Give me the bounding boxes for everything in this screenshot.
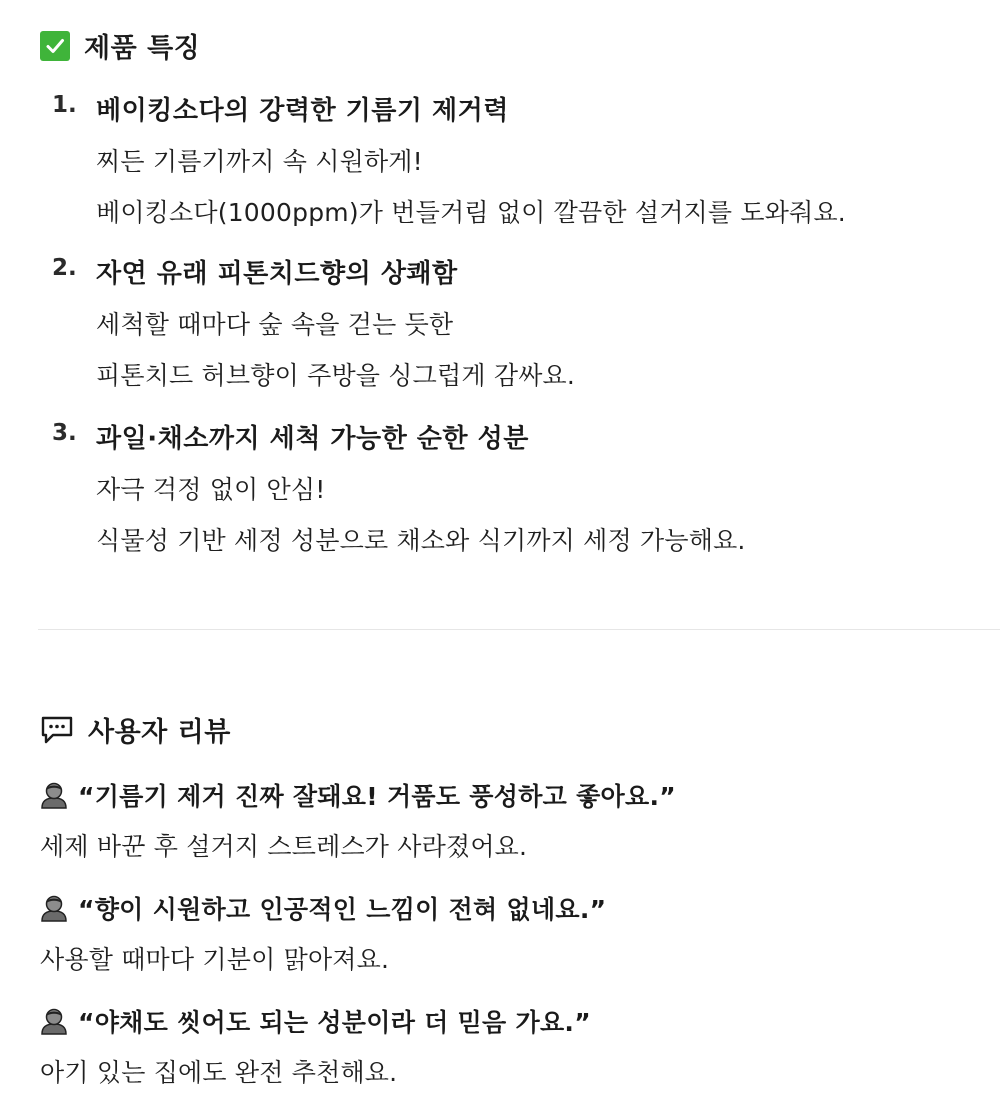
review-body: 사용할 때마다 기분이 맑아져요. — [40, 945, 390, 974]
feature-description-line: 세척할 때마다 숲 속을 걷는 듯한 — [96, 310, 454, 339]
features-title: 제품 특징 — [84, 33, 201, 64]
feature-number: 1. — [52, 92, 77, 118]
review-quote: “야채도 씻어도 되는 성분이라 더 믿음 가요.” — [78, 1008, 591, 1037]
feature-title: 과일·채소까지 세척 가능한 순한 성분 — [96, 424, 529, 454]
review-header — [40, 890, 606, 926]
feature-description-line: 피톤치드 허브향이 주방을 싱그럽게 감싸요. — [96, 361, 576, 390]
review-quote: “기름기 제거 진짜 잘돼요! 거품도 풍성하고 좋아요.” — [78, 782, 676, 811]
review-header — [40, 1003, 591, 1039]
review-body: 아기 있는 집에도 완전 추천해요. — [40, 1058, 398, 1087]
feature-description-line: 베이킹소다(1000ppm)가 번들거림 없이 깔끔한 설거지를 도와줘요. — [96, 198, 846, 227]
feature-description-line: 자극 걱정 없이 안심! — [96, 475, 326, 504]
feature-number: 3. — [52, 420, 77, 446]
feature-description-line: 식물성 기반 세정 성분으로 채소와 식기까지 세정 가능해요. — [96, 526, 746, 555]
review-body: 세제 바꾼 후 설거지 스트레스가 사라졌어요. — [40, 832, 528, 861]
user-icon — [40, 780, 68, 810]
section-divider — [38, 629, 1000, 630]
reviews-title: 사용자 리뷰 — [88, 717, 231, 748]
feature-title: 자연 유래 피톤치드향의 상쾌함 — [96, 259, 458, 289]
feature-description-line: 찌든 기름기까지 속 시원하게! — [96, 147, 423, 176]
check-mark-icon — [40, 31, 70, 61]
reviews-header — [40, 710, 231, 749]
feature-number: 2. — [52, 255, 77, 281]
review-quote: “향이 시원하고 인공적인 느낌이 전혀 없네요.” — [78, 895, 607, 924]
review-header — [40, 777, 676, 813]
features-header — [40, 26, 200, 65]
user-icon — [40, 1006, 68, 1036]
speech-bubble-icon — [40, 715, 74, 745]
feature-title: 베이킹소다의 강력한 기름기 제거력 — [96, 96, 509, 126]
user-icon — [40, 893, 68, 923]
